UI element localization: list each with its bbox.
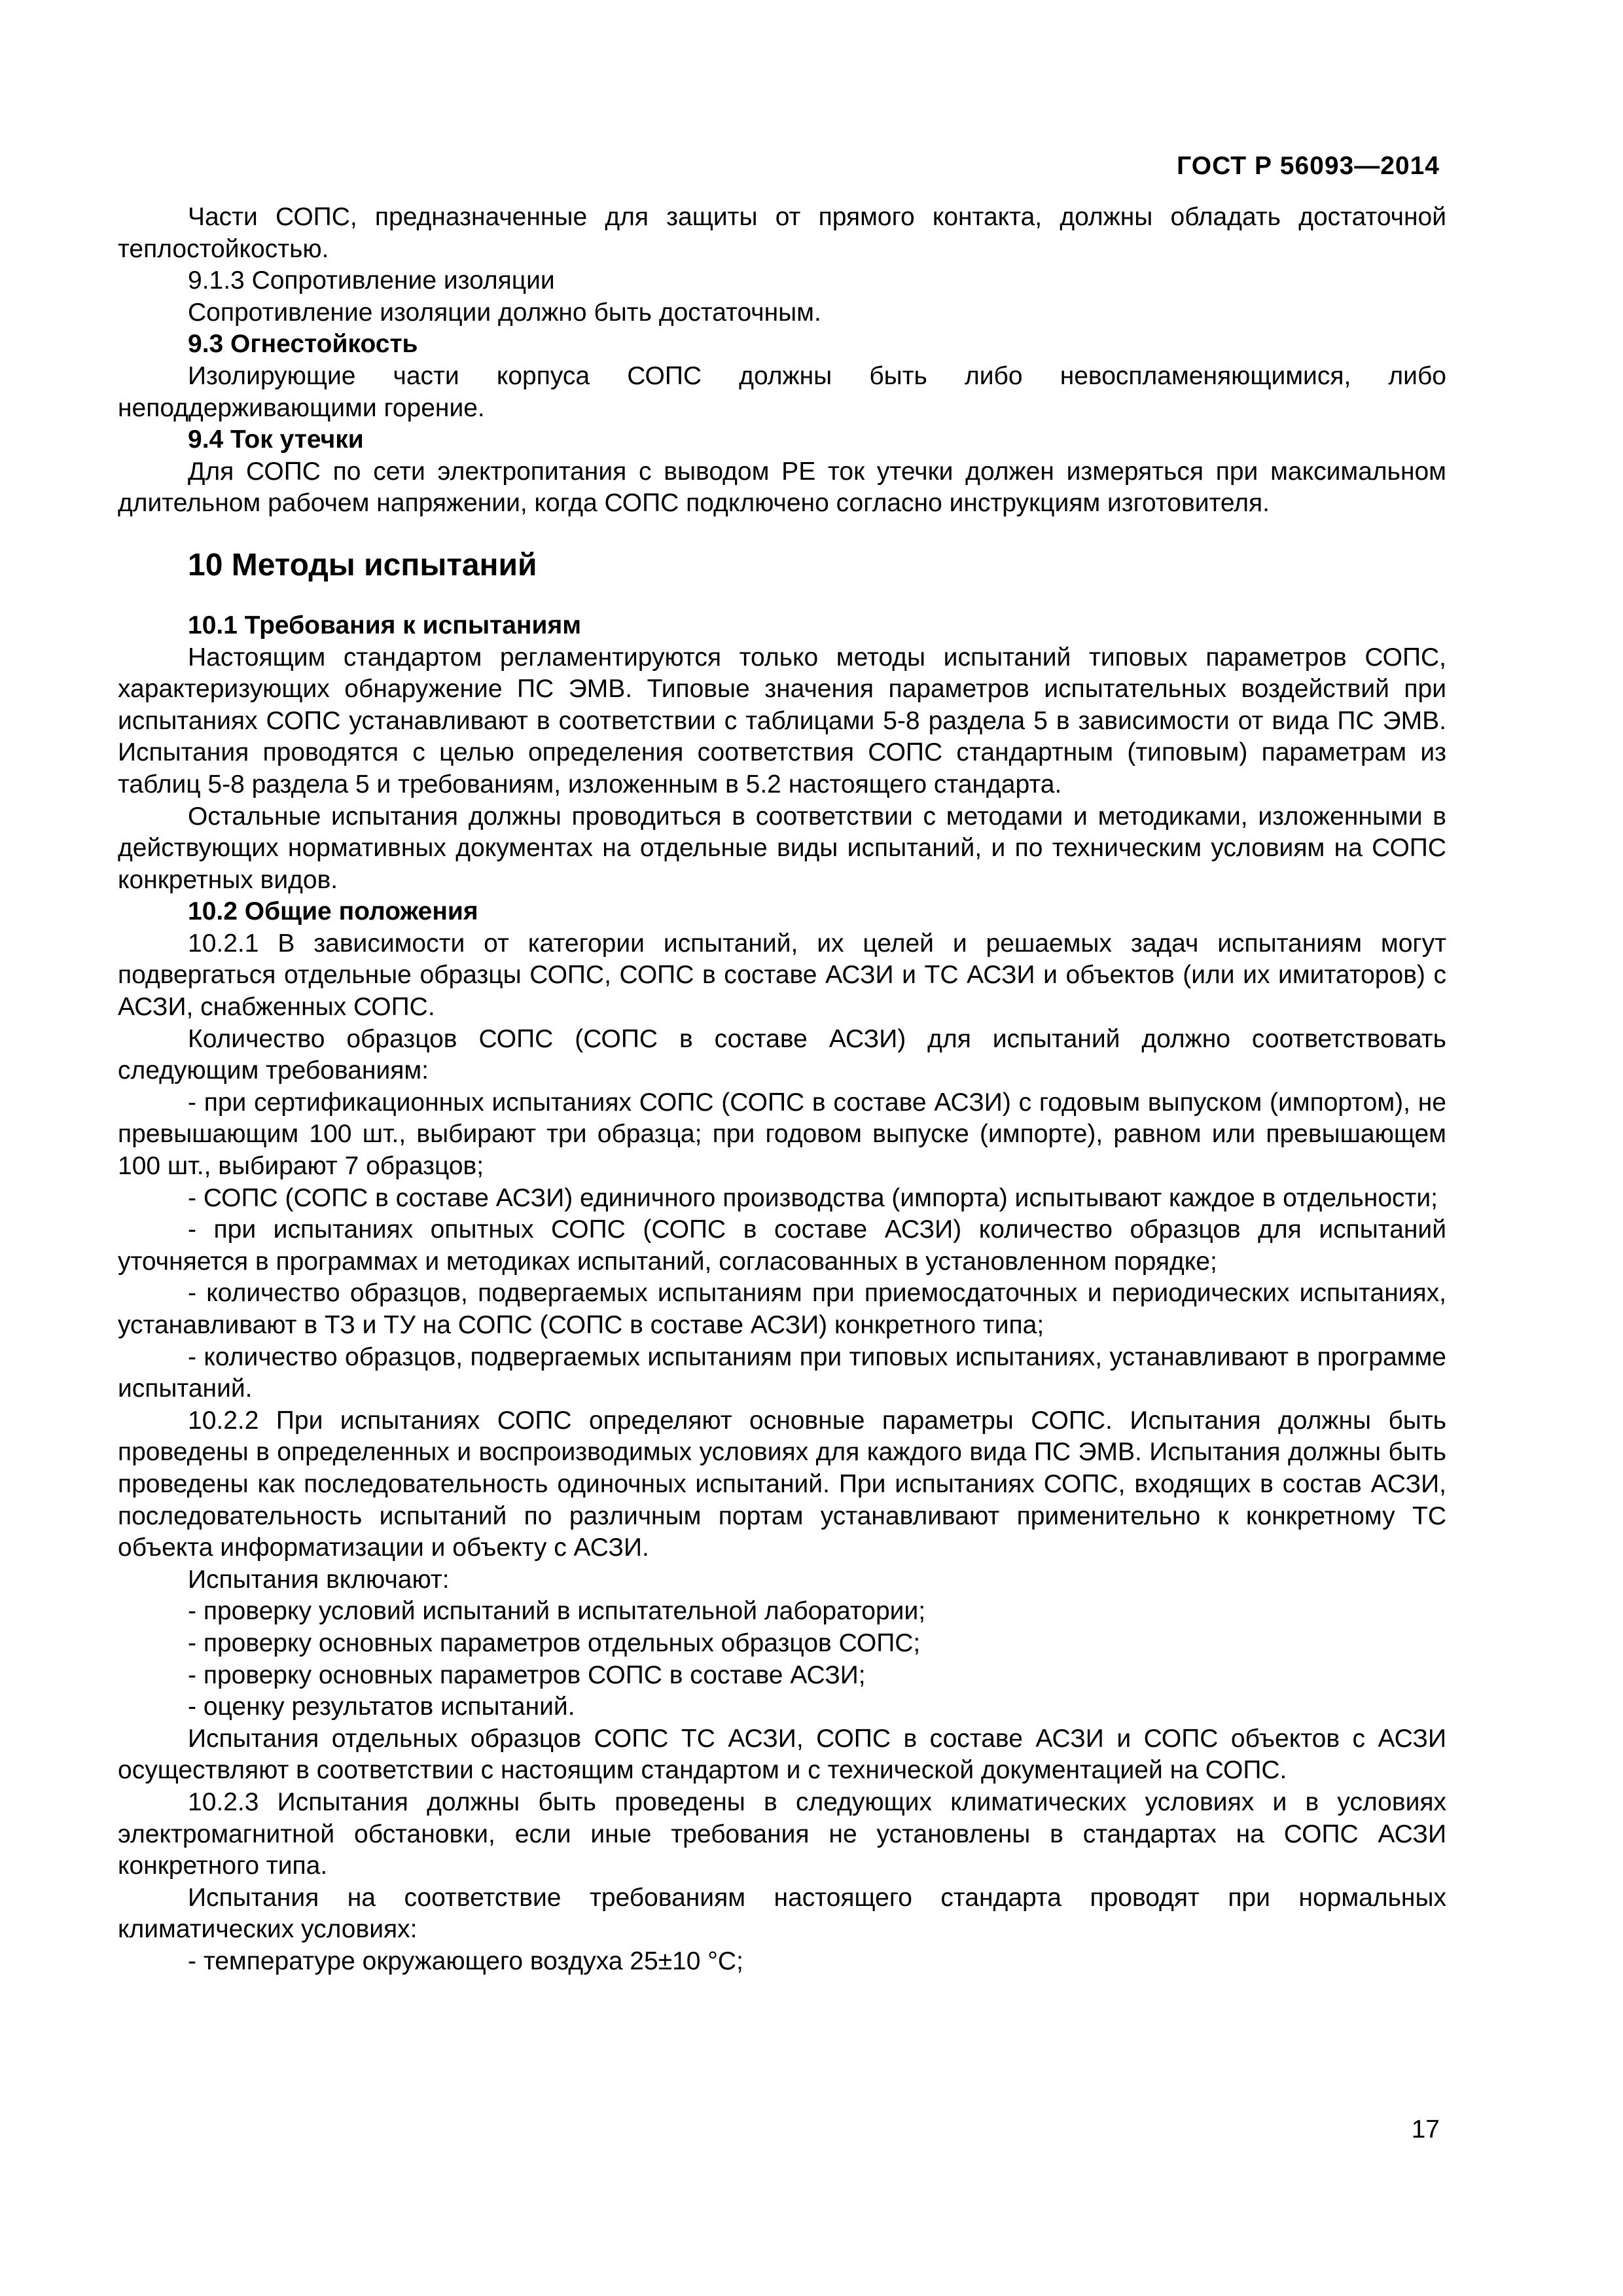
paragraph: Испытания отдельных образцов СОПС ТС АСЗИ, СОПС в составе АСЗИ и СОПС объектов с АСЗИ осуществляют в соответствии с настоящим стандартом и с технической документацией на СОПС. [118,1724,1446,1785]
paragraph: Испытания включают: [188,1565,450,1594]
paragraph: Сопротивление изоляции должно быть достаточным. [188,298,821,327]
list-item: - проверку условий испытаний в испытательной лаборатории; [188,1597,926,1626]
list-item: - температуре окружающего воздуха 25±10 °С; [188,1946,743,1975]
list-item: - при сертификационных испытаниях СОПС (СОПС в составе АСЗИ) с годовым выпуском (импортом), не превышающим 100 шт., выбирают три образца; при годовом выпуске (импорте), равном или превышающем 100 шт., выбирают 7 образцов; [118,1088,1446,1181]
paragraph: Количество образцов СОПС (СОПС в составе АСЗИ) для испытаний должно соответствовать следующим требованиям: [118,1024,1446,1085]
paragraph: 10.2.1 В зависимости от категории испытаний, их целей и решаемых задач испытаниям могут подвергаться отдельные образцы СОПС, СОПС в составе АСЗИ и ТС АСЗИ и объектов (или их имитаторов) с АСЗИ, снабженных СОПС. [118,929,1446,1022]
list-item: - проверку основных параметров СОПС в составе АСЗИ; [188,1660,866,1689]
section-heading: 10 Методы испытаний [188,547,537,583]
paragraph: Части СОПС, предназначенные для защиты от прямого контакта, должны обладать достаточной теплостойкостью. [118,203,1446,263]
standard-header: ГОСТ Р 56093—2014 [1177,152,1440,180]
paragraph: Испытания на соответствие требованиям настоящего стандарта проводят при нормальных климатических условиях: [118,1883,1446,1944]
paragraph: Изолирующие части корпуса СОПС должны быть либо невоспламеняющимися, либо неподдерживающими горение. [118,361,1446,422]
paragraph: Для СОПС по сети электропитания с выводом РЕ ток утечки должен измеряться при максимальном длительном рабочем напряжении, когда СОПС подключено согласно инструкциям изготовителя. [118,457,1446,518]
paragraph: Настоящим стандартом регламентируются только методы испытаний типовых параметров СОПС, характеризующих обнаружение ПС ЭМВ. Типовые значения параметров испытательных воздействий при испытаниях СОПС устанавливают в соответствии с таблицами 5-8 раздела 5 в зависимости от вида ПС ЭМВ. Испытания проводятся с целью определения соответствия СОПС стандартным (типовым) параметрам из таблиц 5-8 раздела 5 и требованиям, изложенным в 5.2 настоящего стандарта. [118,643,1446,798]
document-body [118,202,1446,1977]
list-item: - проверку основных параметров отдельных образцов СОПС; [188,1628,921,1657]
subsection-heading: 9.4 Ток утечки [188,425,364,454]
subsection-heading: 10.2 Общие положения [188,897,478,926]
list-item: - количество образцов, подвергаемых испытаниям при приемосдаточных и периодических испытаниях, устанавливают в ТЗ и ТУ на СОПС (СОПС в составе АСЗИ) конкретного типа; [118,1279,1446,1339]
subsection-heading: 10.1 Требования к испытаниям [188,611,582,639]
subsection-heading: 9.3 Огнестойкость [188,330,418,359]
page-number: 17 [1411,2115,1440,2144]
list-item: - при испытаниях опытных СОПС (СОПС в составе АСЗИ) количество образцов для испытаний уточняется в программах и методиках испытаний, согласованных в установленном порядке; [118,1215,1446,1276]
list-item: - количество образцов, подвергаемых испытаниям при типовых испытаниях, устанавливают в программе испытаний. [118,1342,1446,1403]
subsection-heading: 9.1.3 Сопротивление изоляции [188,266,555,295]
list-item: - СОПС (СОПС в составе АСЗИ) единичного производства (импорта) испытывают каждое в отдельности; [188,1183,1438,1212]
paragraph: Остальные испытания должны проводиться в соответствии с методами и методиками, изложенными в действующих нормативных документах на отдельные виды испытаний, и по техническим условиям на СОПС конкретных видов. [118,802,1446,894]
paragraph: 10.2.2 При испытаниях СОПС определяют основные параметры СОПС. Испытания должны быть проведены в определенных и воспроизводимых условиях для каждого вида ПС ЭМВ. Испытания должны быть проведены как последовательность одиночных испытаний. При испытаниях СОПС, входящих в состав АСЗИ, последовательность испытаний по различным портам устанавливают применительно к конкретному ТС объекта информатизации и объекту с АСЗИ. [118,1406,1446,1562]
paragraph: 10.2.3 Испытания должны быть проведены в следующих климатических условиях и в условиях электромагнитной обстановки, если иные требования не установлены в стандартах на СОПС АСЗИ конкретного типа. [118,1787,1446,1880]
list-item: - оценку результатов испытаний. [188,1693,575,1721]
